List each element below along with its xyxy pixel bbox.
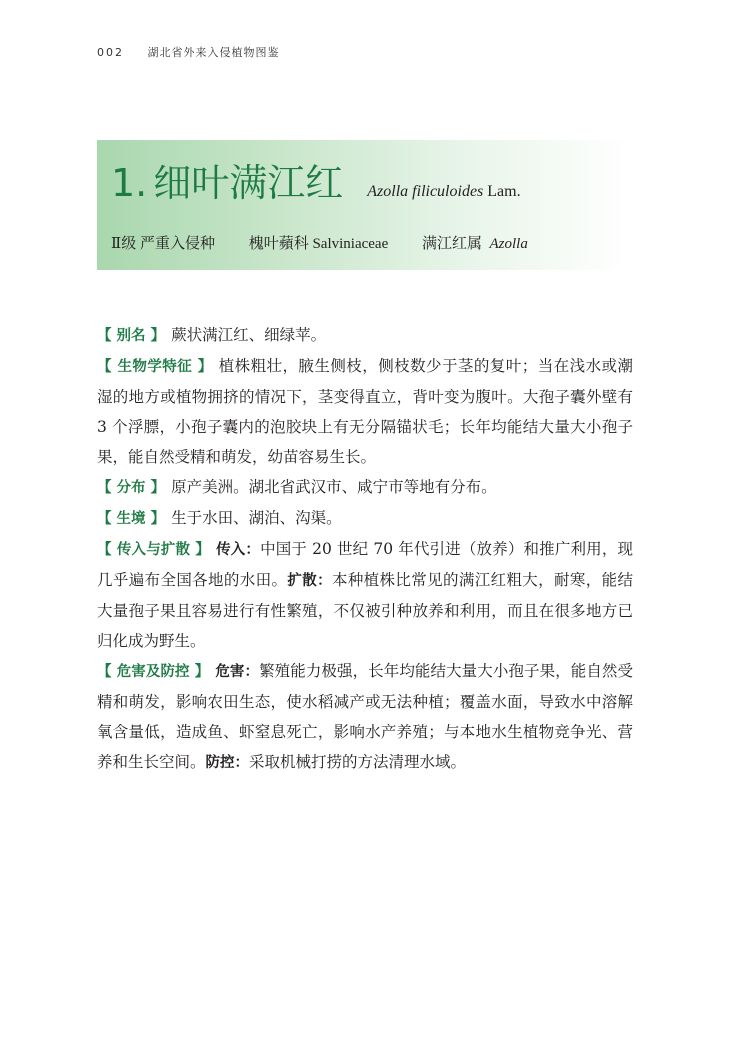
control-term: 防控： [205, 755, 250, 771]
introduction-section [97, 534, 633, 656]
introduction-term: 传入： [216, 542, 261, 558]
species-chinese-name: 细叶满江红 [153, 161, 344, 205]
genus-latin: Azolla [489, 236, 528, 252]
scientific-binomial: Azolla filiculoides [367, 183, 484, 200]
control-text: 采取机械打捞的方法清理水域。 [249, 753, 467, 771]
alias-section [97, 320, 633, 351]
alias-label: 【 别名 】 [97, 328, 166, 344]
genus-chinese: 满江红属 [422, 236, 483, 252]
spread-text: 本种植株比常见的满江红粗大，耐寒，能结大量孢子果且容易进行有性繁殖，不仅被引种放养和利用，而且在很多地方已归化成为野生。 [97, 571, 633, 650]
introduction-label: 【 传入与扩散 】 [97, 542, 211, 558]
biology-label: 【 生物学特征 】 [97, 359, 213, 375]
scientific-name [367, 183, 520, 200]
book-title: 湖北省外来入侵植物图鉴 [147, 46, 280, 59]
hazard-text: 繁殖能力极强，长年均能结大量大小孢子果，能自然受精和萌发，影响农田生态，使水稻减产或无法种植；覆盖水面，导致水中溶解氧含量低，造成鱼、虾窒息死亡，影响水产养殖；与本地水生植物竞争光、营养和生长空间。 [97, 662, 633, 771]
classification-line [111, 232, 558, 253]
distribution-label: 【 分布 】 [97, 480, 166, 496]
family-name: 槐叶蘋科 Salviniaceae [248, 236, 389, 252]
title-row [111, 152, 521, 207]
distribution-text: 原产美洲。湖北省武汉市、咸宁市等地有分布。 [171, 478, 497, 496]
genus-name [422, 232, 528, 253]
habitat-label: 【 生境 】 [97, 511, 166, 527]
biology-text: 植株粗壮，腋生侧枝，侧枝数少于茎的复叶；当在浅水或潮湿的地方或植物拥挤的情况下，茎变得直立，背叶变为腹叶。大孢子囊外壁有 3 个浮膘，小孢子囊内的泡胶块上有无分隔锚状毛；长年均能结大量大小孢子果，能自然受精和萌发，幼苗容易生长。 [97, 357, 633, 466]
biology-section [97, 351, 633, 472]
running-header [97, 44, 280, 60]
alias-text: 蕨状满江红、细绿苹。 [171, 326, 327, 344]
hazard-term: 危害： [215, 664, 260, 680]
scientific-authority: Lam. [487, 183, 521, 200]
invasion-level: Ⅱ级 严重入侵种 [111, 236, 215, 252]
hazard-label: 【 危害及防控 】 [97, 664, 210, 680]
introduction-text: 中国于 20 世纪 70 年代引进（放养）和推广利用，现几乎遍布全国各地的水田。 [97, 540, 634, 589]
hazard-section [97, 656, 633, 778]
species-description [97, 320, 633, 778]
spread-term: 扩散： [287, 573, 332, 589]
habitat-section [97, 503, 633, 534]
page-number: 002 [97, 46, 124, 59]
species-title-banner [97, 140, 629, 270]
species-number: 1. [111, 161, 148, 205]
habitat-text: 生于水田、湖泊、沟渠。 [171, 509, 342, 527]
distribution-section [97, 472, 633, 503]
